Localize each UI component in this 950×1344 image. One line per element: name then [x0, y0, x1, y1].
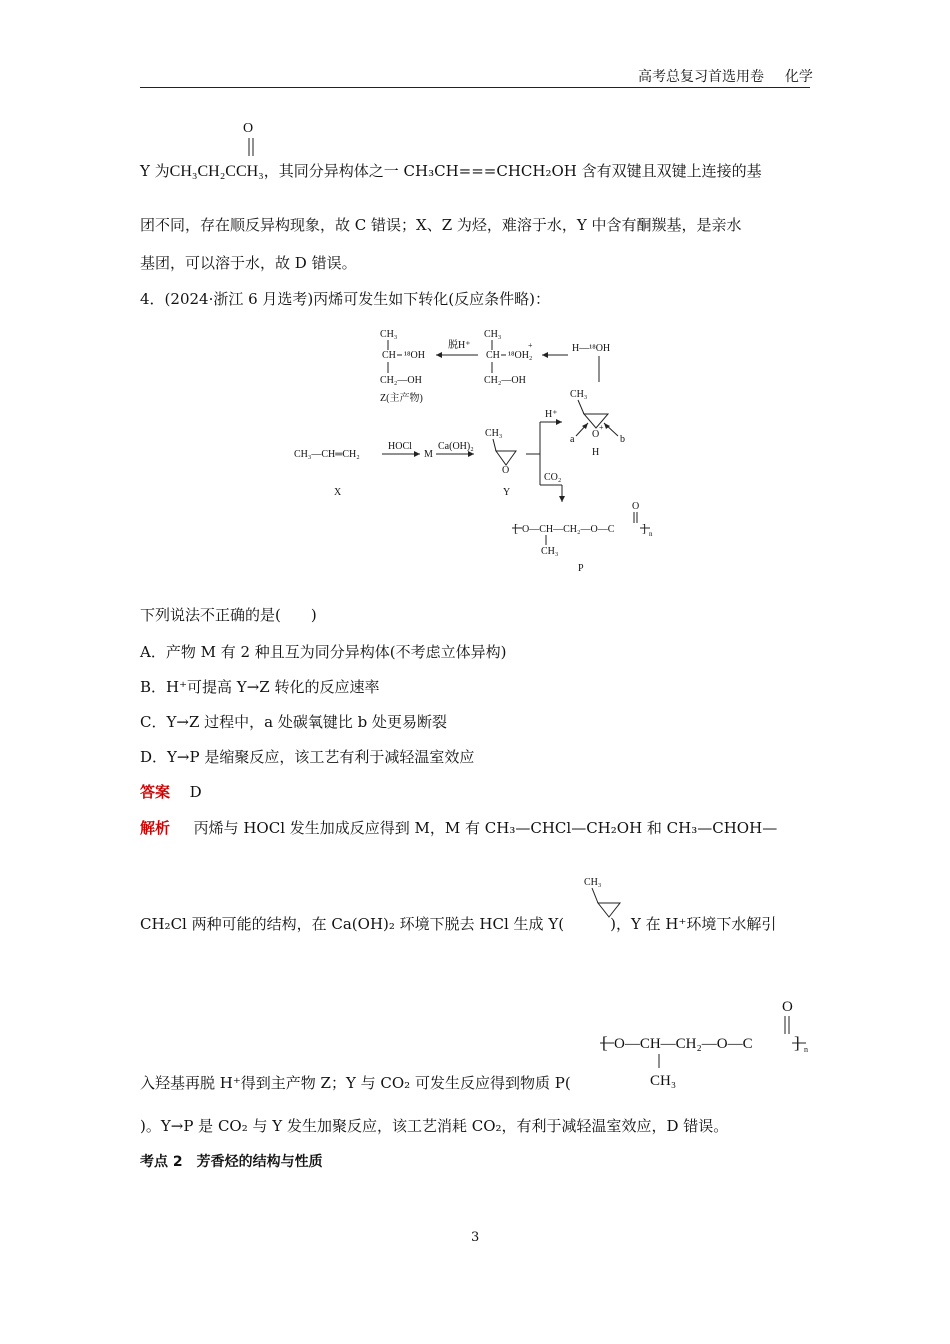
p-n: n: [649, 530, 653, 538]
header-subject: 化学: [784, 69, 813, 85]
int-ch3: CH₃: [484, 329, 502, 340]
ketone-formula: CH₃CH₂CCH₃: [169, 163, 264, 180]
y-o: O: [502, 465, 510, 476]
inline-p-ch3: CH₃: [650, 1073, 677, 1089]
ketone-double-bond: [245, 137, 257, 157]
int-ch2oh: CH₂—OH: [484, 375, 526, 386]
inline-p-o-label: O: [782, 999, 793, 1015]
question-prompt: 下列说法不正确的是( ): [140, 606, 317, 624]
p-chain: O—CH—CH₂—O—C: [522, 524, 615, 535]
co2-label: CO₂: [544, 472, 562, 483]
h18oh-label: H—¹⁸OH: [572, 343, 611, 354]
hocl-label: HOCl: [388, 441, 412, 452]
inline-p-bracket-right: ]: [794, 1033, 800, 1052]
deh-label: 脱H⁺: [448, 340, 471, 351]
z-ch: CH: [382, 350, 396, 361]
h-label: H: [592, 447, 600, 458]
option-b: B．H⁺可提高 Y→Z 转化的反应速率: [140, 678, 380, 696]
y-label: Y: [503, 487, 511, 498]
p-label: P: [578, 563, 584, 574]
block1-line1: Y 为CH₃CH₂CCH₃，其同分异构体之一 CH₃CH===CHCH₂OH 含有双键且双键上连接的基: [140, 162, 762, 180]
block1-line3: 基团，可以溶于水，故 D 错误。: [140, 254, 357, 272]
option-d: D．Y→P 是缩聚反应，该工艺有利于减轻温室效应: [140, 748, 475, 766]
inline-p-chain: O—CH—CH₂—O—C: [614, 1036, 753, 1052]
answer-label: 答案: [140, 783, 171, 801]
analysis-label: 解析: [140, 819, 171, 837]
analysis-line2: CH₂Cl 两种可能的结构，在 Ca(OH)₂ 环境下脱去 HCl 生成 Y( )，Y 在 H⁺环境下水解引: [140, 915, 777, 933]
hplus-label: H⁺: [545, 409, 558, 420]
h-ch3: CH₃: [570, 389, 588, 400]
header-title: [638, 66, 813, 86]
int-plus: +: [528, 341, 533, 350]
p-bracket-right: ]: [642, 521, 646, 535]
header-rule: [140, 87, 810, 88]
z-ch2oh: CH₂—OH: [380, 375, 422, 386]
y-ch3: CH₃: [485, 428, 503, 439]
inline-y-ch3: CH₃: [584, 877, 602, 888]
h-o: O: [592, 429, 600, 440]
propene: CH₃—CH═CH₂: [294, 449, 360, 460]
ketone-carbonyl-o: O: [243, 121, 254, 136]
z-label: Z(主产物): [380, 393, 423, 404]
p-bracket-left: [: [514, 521, 518, 535]
z-oh18: ¹⁸OH: [404, 350, 425, 361]
p-ch3: CH₃: [541, 546, 559, 557]
inline-p-bracket-left: [: [602, 1033, 608, 1052]
int-ch: CH: [486, 350, 500, 361]
h-b: b: [620, 434, 625, 445]
z-ch3: CH₃: [380, 329, 398, 340]
analysis-line1: 解析 丙烯与 HOCl 发生加成反应得到 M，M 有 CH₃—CHCl—CH₂OH 和 CH₃—CHOH—: [140, 819, 778, 837]
option-c: C．Y→Z 过程中，a 处碳氧键比 b 处更易断裂: [140, 713, 447, 731]
section-heading: 考点 2 芳香烃的结构与性质: [140, 1154, 323, 1170]
block1-line2: 团不同，存在顺反异构现象，故 C 错误；X、Z 为烃，难溶于水，Y 中含有酮羰基，是亲水: [140, 216, 742, 234]
p-o-label: O: [632, 501, 640, 512]
inline-p-n: n: [804, 1045, 808, 1054]
page-number: 3: [471, 1230, 480, 1245]
reaction-scheme: [290, 320, 690, 580]
question-stem: 4．(2024·浙江 6 月选考)丙烯可发生如下转化(反应条件略)：: [140, 290, 550, 308]
inline-p-structure: [598, 994, 818, 1094]
int-oh2: ¹⁸OH₂: [508, 350, 533, 361]
answer: [140, 782, 202, 802]
option-a: A．产物 M 有 2 种且互为同分异构体(不考虑立体异构): [140, 643, 507, 661]
analysis-line4: )。Y→P 是 CO₂ 与 Y 发生加聚反应，该工艺消耗 CO₂，有利于减轻温室效应，D 错误。: [140, 1117, 729, 1135]
x-label: X: [334, 487, 342, 498]
m-label: M: [424, 449, 433, 460]
h-plus: +: [599, 423, 604, 432]
caoh2-label: Ca(OH)₂: [438, 441, 474, 452]
analysis-line3: 入羟基再脱 H⁺得到主产物 Z；Y 与 CO₂ 可发生反应得到物质 P(: [140, 1074, 571, 1092]
header-book: 高考总复习首选用卷: [638, 69, 764, 85]
answer-value: D: [189, 783, 202, 801]
h-a: a: [570, 434, 575, 445]
